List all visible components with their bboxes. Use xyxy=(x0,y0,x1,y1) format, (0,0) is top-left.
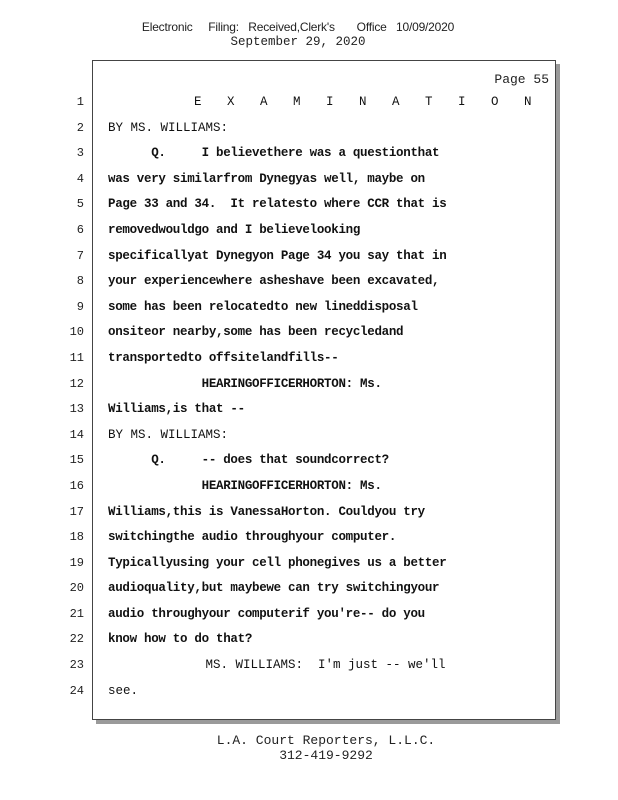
line-number: 23 xyxy=(69,658,84,673)
examination-heading: E X A M I N A T I O N xyxy=(194,95,541,109)
line-number: 21 xyxy=(69,606,84,621)
transcript-line: see. xyxy=(108,683,139,698)
transcript-line: Williams,this is VanessaHorton. Couldyou try xyxy=(108,504,425,519)
transcript-line: Williams,is that -- xyxy=(108,402,245,417)
transcript-line: transportedto offsitelandfills-- xyxy=(108,350,339,365)
transcript-line: was very similarfrom Dynegyas well, maybe on xyxy=(108,171,425,186)
line-number: 24 xyxy=(69,683,84,698)
line-number: 14 xyxy=(69,427,84,442)
line-number: 6 xyxy=(76,222,84,237)
line-number: 5 xyxy=(76,197,84,212)
line-number: 8 xyxy=(76,274,84,289)
line-number: 1 xyxy=(76,95,84,109)
transcript-line: audio throughyour computerif you're-- do you xyxy=(108,606,425,621)
line-number: 2 xyxy=(76,120,84,135)
transcript-line: removedwouldgo and I believelooking xyxy=(108,222,361,237)
line-number: 16 xyxy=(69,478,84,493)
reporter-company: L.A. Court Reporters, L.L.C. xyxy=(216,733,436,748)
line-number: 9 xyxy=(76,299,84,314)
transcript-line: audioquality,but maybewe can try switchingyour xyxy=(108,581,440,596)
line-number: 15 xyxy=(69,453,84,468)
transcript-line: Q. -- does that soundcorrect? xyxy=(108,453,389,468)
line-number: 13 xyxy=(69,402,84,417)
transcript-line: your experiencewhere asheshave been excavated, xyxy=(108,274,440,289)
page-number: Page 55 xyxy=(494,72,549,87)
line-number: 19 xyxy=(69,555,84,570)
reporter-phone: 312-419-9292 xyxy=(279,748,373,763)
line-number: 18 xyxy=(69,530,84,545)
transcript-date: September 29, 2020 xyxy=(230,35,366,49)
line-number: 20 xyxy=(69,581,84,596)
transcript-line: Page 33 and 34. It relatesto where CCR that is xyxy=(108,197,447,212)
transcript-line: onsiteor nearby,some has been recycledand xyxy=(108,325,404,340)
line-number-column xyxy=(60,90,84,704)
transcript-line: BY MS. WILLIAMS: xyxy=(108,427,229,442)
transcript-line: HEARINGOFFICERHORTON: Ms. xyxy=(108,478,382,493)
line-number: 4 xyxy=(76,171,84,186)
line-number: 22 xyxy=(69,632,84,647)
line-number: 7 xyxy=(76,248,84,263)
line-number: 10 xyxy=(69,325,84,340)
transcript-line: some has been relocatedto new lineddisposal xyxy=(108,299,418,314)
transcript-line: HEARINGOFFICERHORTON: Ms. xyxy=(108,376,382,391)
line-number: 17 xyxy=(69,504,84,519)
line-number: 11 xyxy=(69,350,84,365)
transcript-line: MS. WILLIAMS: I'm just -- we'll xyxy=(108,658,446,673)
transcript-text xyxy=(108,90,548,704)
transcript-line: know how to do that? xyxy=(108,632,253,647)
line-number: 12 xyxy=(69,376,84,391)
transcript-line: switchingthe audio throughyour computer. xyxy=(108,530,397,545)
transcript-line: Q. I believethere was a questionthat xyxy=(108,146,440,161)
transcript-line: BY MS. WILLIAMS: xyxy=(108,120,229,135)
transcript-line: Typicallyusing your cell phonegives us a better xyxy=(108,555,447,570)
electronic-filing-stamp: Electronic Filing: Received,Clerk's Office 10/09/2020 xyxy=(141,20,455,34)
line-number: 3 xyxy=(76,146,84,161)
transcript-line: specificallyat Dynegyon Page 34 you say that in xyxy=(108,248,447,263)
